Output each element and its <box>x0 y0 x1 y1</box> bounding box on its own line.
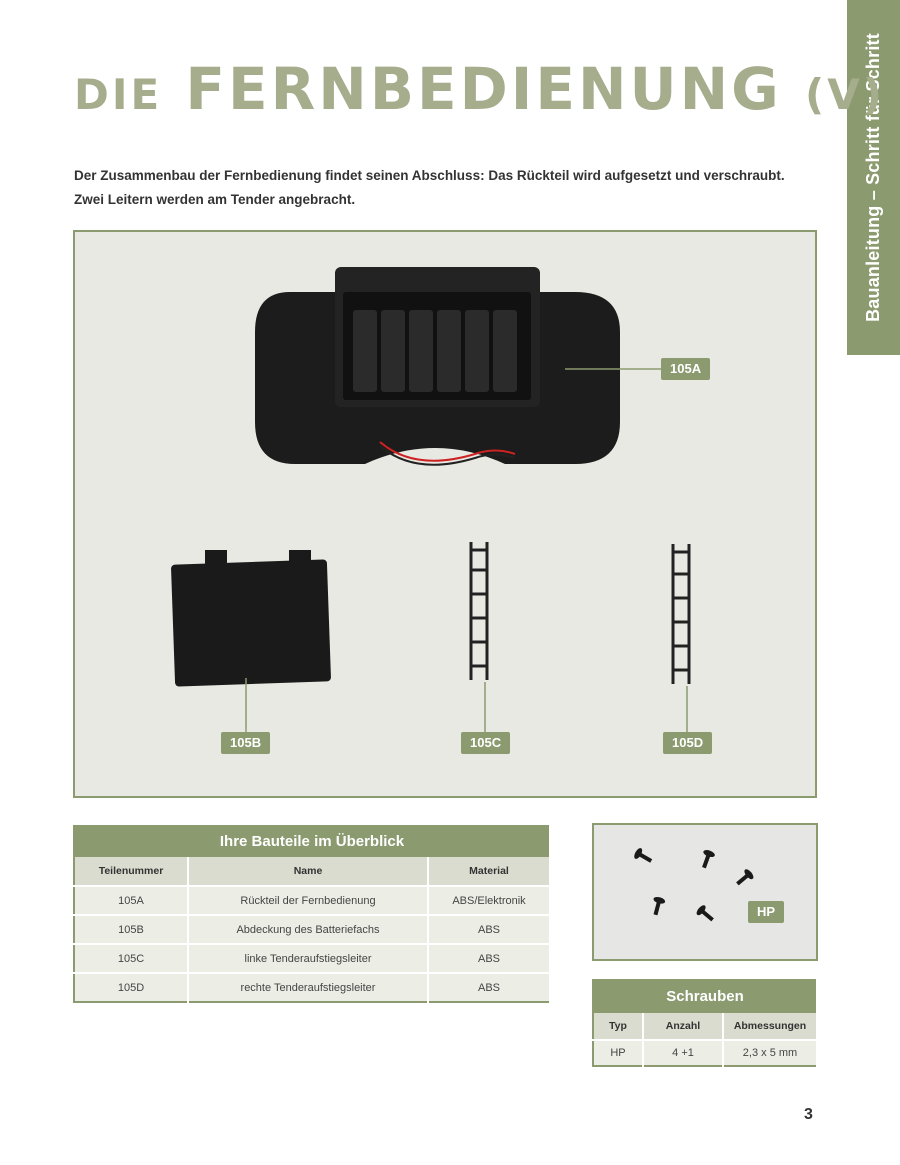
screws-illustration <box>594 825 816 959</box>
col-header-material: Material <box>428 857 550 886</box>
screws-photo <box>592 823 818 961</box>
remote-back-part <box>255 267 663 465</box>
label-hp: HP <box>748 901 784 923</box>
left-ladder-part <box>471 542 487 732</box>
cell-part-number: 105D <box>74 973 188 1002</box>
cell-material: ABS/Elektronik <box>428 886 550 915</box>
table-row <box>74 915 550 944</box>
cell-count: 4 +1 <box>643 1040 723 1066</box>
cell-material: ABS <box>428 944 550 973</box>
battery-cover-part <box>171 550 331 732</box>
cell-name: linke Tenderaufstiegsleiter <box>188 944 428 973</box>
page-title <box>74 55 885 123</box>
cell-part-number: 105B <box>74 915 188 944</box>
screws-table <box>592 977 818 1067</box>
screws-table-caption: Schrauben <box>593 978 817 1013</box>
table-row <box>593 1040 817 1066</box>
label-105c: 105C <box>461 732 510 754</box>
label-105d: 105D <box>663 732 712 754</box>
parts-table <box>73 823 551 1003</box>
cell-name: rechte Tenderaufstiegsleiter <box>188 973 428 1002</box>
col-header-name: Name <box>188 857 428 886</box>
cell-type: HP <box>593 1040 643 1066</box>
parts-illustration <box>75 232 815 796</box>
cell-dimensions: 2,3 x 5 mm <box>723 1040 817 1066</box>
cell-material: ABS <box>428 973 550 1002</box>
col-header-type: Typ <box>593 1013 643 1040</box>
page-number: 3 <box>804 1106 813 1123</box>
col-header-count: Anzahl <box>643 1013 723 1040</box>
screw-icon <box>633 847 755 925</box>
title-main: FERNBEDIENUNG <box>185 55 782 123</box>
col-header-dimensions: Abmessungen <box>723 1013 817 1040</box>
table-row <box>74 886 550 915</box>
col-header-part-number: Teilenummer <box>74 857 188 886</box>
side-tab-label: Bauanleitung – Schritt für Schritt <box>863 33 884 322</box>
parts-table-caption: Ihre Bauteile im Überblick <box>74 824 550 857</box>
cell-part-number: 105C <box>74 944 188 973</box>
table-row <box>74 944 550 973</box>
label-105a: 105A <box>661 358 710 380</box>
parts-photo <box>73 230 817 798</box>
intro-text: Der Zusammenbau der Fernbedienung findet seinen Abschluss: Das Rückteil wird aufgesetzt und verschraubt. Zwei Leitern werden am Tender angebracht. <box>74 168 785 207</box>
table-row <box>74 973 550 1002</box>
section-side-tab <box>847 0 900 355</box>
cell-name: Abdeckung des Batteriefachs <box>188 915 428 944</box>
right-ladder-part <box>673 544 689 732</box>
cell-name: Rückteil der Fernbedienung <box>188 886 428 915</box>
title-suffix: (V) <box>805 70 885 119</box>
title-prefix: DIE <box>74 70 163 119</box>
cell-part-number: 105A <box>74 886 188 915</box>
cell-material: ABS <box>428 915 550 944</box>
label-105b: 105B <box>221 732 270 754</box>
